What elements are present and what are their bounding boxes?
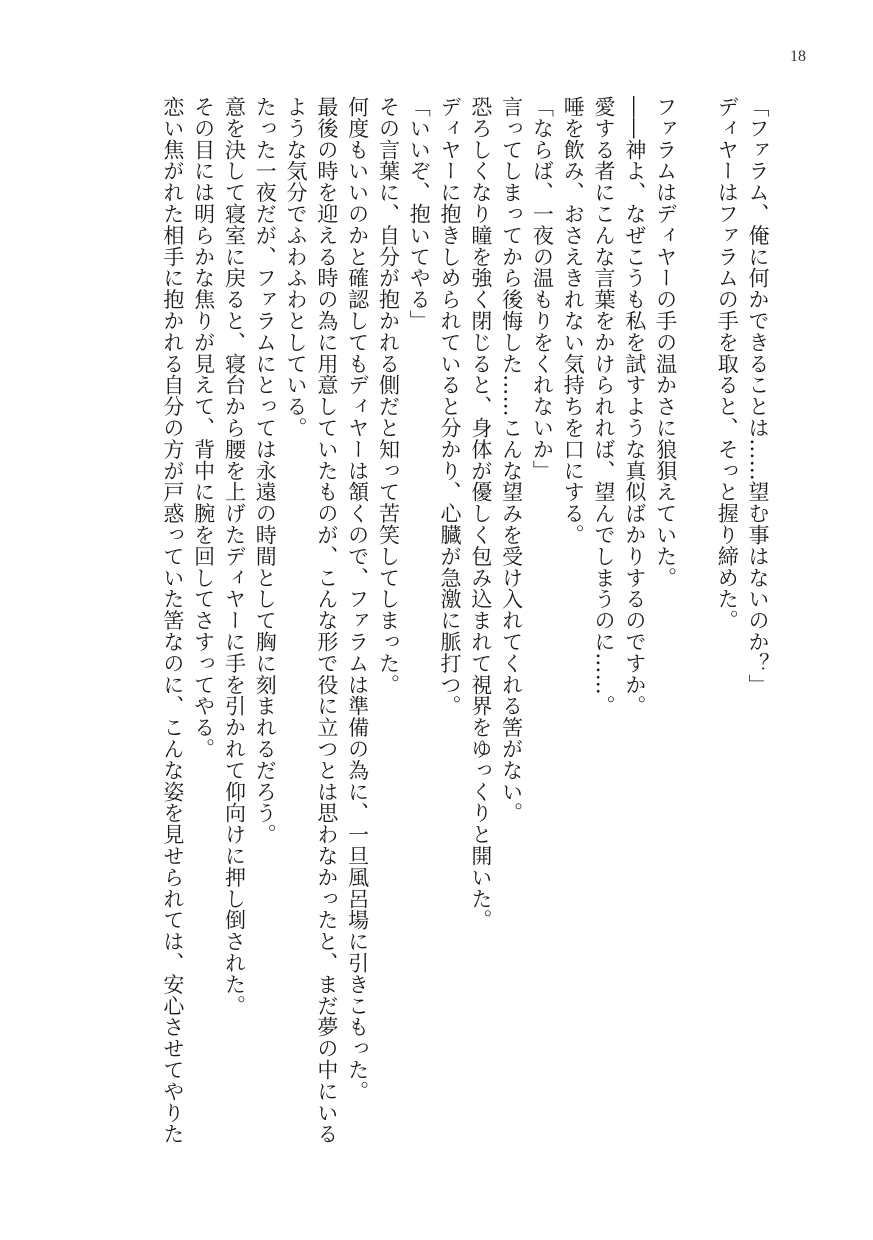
blank-line [681,96,712,1156]
text-line: たった一夜だが、ファラムにとっては永遠の時間として胸に刻まれるだろう。 [253,96,278,845]
text-line: その言葉に、自分が抱かれる側だと知って苦笑してしまった。 [376,96,401,696]
text-line: その目には明らかな焦りが見えて、背中に腕を回してさすってやる。 [191,96,216,760]
text-line: ディヤーはファラムの手を取ると、そっと握り締めた。 [715,96,740,631]
text-line: ファラムはディヤーの手の温かさに狼狽えていた。 [653,96,678,589]
text-line: ――神よ、なぜこうも私を試すような真似ばかりするのですか。 [622,96,647,717]
page-number: 18 [790,48,806,65]
text-line: 恐ろしくなり瞳を強く閉じると、身体が優しく包み込まれて視界をゆっくりと開いた。 [468,96,493,931]
body-text [157,96,773,1156]
text-line: 唾を飲み、おさえきれない気持ちを口にする。 [561,96,586,546]
text-line: ような気分でふわふわとしている。 [284,96,309,439]
text-line: 最後の時を迎える時の為に用意していたものが、こんな形で役に立つとは思わなかったと、まだ夢の中にいる [314,96,339,1145]
text-line: ディヤーに抱きしめられていると分かり、心臓が急激に脈打つ。 [438,96,463,717]
text-line: 言ってしまってから後悔した……こんな望みを受け入れてくれる筈がない。 [499,96,524,824]
text-line: 恋い焦がれた相手に抱かれる自分の方が戸惑っていた筈なのに、こんな姿を見せられては、安心させてやりた [160,96,185,1145]
text-line: 「ファラム、俺に何かできることは……望む事はないのか？」 [746,96,770,696]
text-line: 愛する者にこんな言葉をかけられれば、望んでしまうのに……。 [592,96,617,717]
text-line: 「ならば、一夜の温もりをくれないか」 [530,96,555,482]
text-line: 何度もいいのかと確認してもディヤーは頷くので、ファラムは準備の為に、一旦風呂場に引きこもった。 [345,96,370,1102]
text-line: 「いいぞ、抱いてやる」 [407,96,432,332]
text-line: 意を決して寝室に戻ると、寝台から腰を上げたディヤーに手を引かれて仰向けに押し倒された。 [222,96,247,1017]
